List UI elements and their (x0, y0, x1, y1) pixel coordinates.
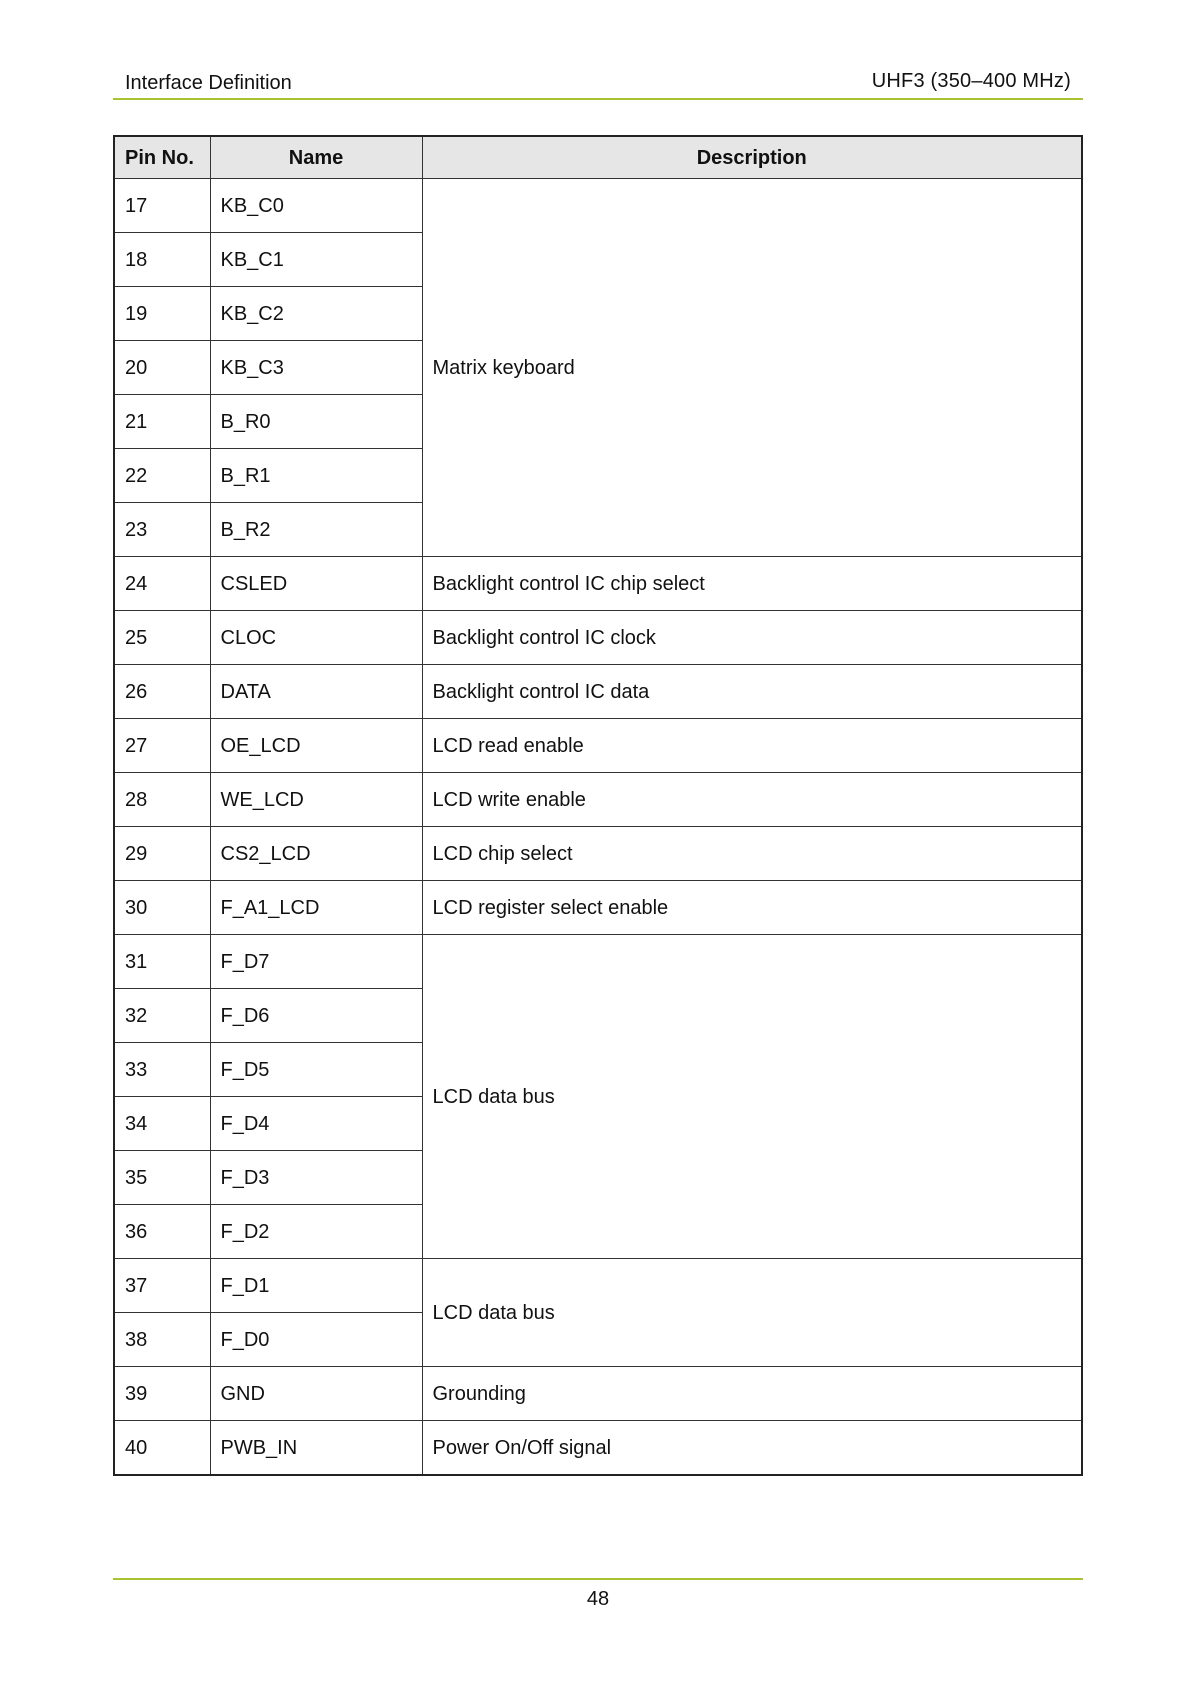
page-footer (113, 1578, 1083, 1610)
pin-number-cell: 23 (114, 503, 210, 557)
pin-description-cell: Backlight control IC data (422, 665, 1082, 719)
document-title: UHF3 (350–400 MHz) (871, 70, 1071, 92)
table-row (114, 935, 1082, 989)
pin-definition-table (113, 135, 1083, 1476)
pin-number-cell: 27 (114, 719, 210, 773)
pin-number-cell: 34 (114, 1097, 210, 1151)
pin-name-cell: WE_LCD (210, 773, 422, 827)
pin-name-cell: KB_C1 (210, 233, 422, 287)
table-row (114, 1259, 1082, 1313)
table-row (114, 179, 1082, 233)
pin-name-cell: F_D4 (210, 1097, 422, 1151)
pin-name-cell: OE_LCD (210, 719, 422, 773)
pin-name-cell: CSLED (210, 557, 422, 611)
pin-number-cell: 21 (114, 395, 210, 449)
pin-description-cell: Power On/Off signal (422, 1421, 1082, 1476)
pin-name-cell: F_D2 (210, 1205, 422, 1259)
pin-name-cell: KB_C0 (210, 179, 422, 233)
table-row (114, 827, 1082, 881)
pin-name-cell: F_D5 (210, 1043, 422, 1097)
pin-name-cell: KB_C2 (210, 287, 422, 341)
pin-number-cell: 36 (114, 1205, 210, 1259)
pin-description-cell: LCD write enable (422, 773, 1082, 827)
pin-name-cell: CLOC (210, 611, 422, 665)
pin-number-cell: 24 (114, 557, 210, 611)
pin-description-cell: LCD chip select (422, 827, 1082, 881)
table-row (114, 1367, 1082, 1421)
page-number: 48 (586, 1588, 610, 1610)
pin-name-cell: F_D3 (210, 1151, 422, 1205)
header-name: Name (210, 136, 422, 179)
pin-name-cell: F_D1 (210, 1259, 422, 1313)
section-title: Interface Definition (125, 72, 292, 94)
table-row (114, 719, 1082, 773)
table-row (114, 665, 1082, 719)
pin-description-cell: LCD data bus (422, 935, 1082, 1259)
pin-name-cell: B_R0 (210, 395, 422, 449)
table-row (114, 1421, 1082, 1476)
pin-number-cell: 19 (114, 287, 210, 341)
pin-description-cell: Grounding (422, 1367, 1082, 1421)
pin-name-cell: CS2_LCD (210, 827, 422, 881)
pin-number-cell: 28 (114, 773, 210, 827)
pin-number-cell: 17 (114, 179, 210, 233)
table-row (114, 773, 1082, 827)
pin-number-cell: 25 (114, 611, 210, 665)
table-row (114, 611, 1082, 665)
pin-description-cell: LCD register select enable (422, 881, 1082, 935)
pin-name-cell: B_R2 (210, 503, 422, 557)
pin-number-cell: 30 (114, 881, 210, 935)
pin-name-cell: F_D0 (210, 1313, 422, 1367)
pin-description-cell: Matrix keyboard (422, 179, 1082, 557)
table-header-row (114, 136, 1082, 179)
pin-number-cell: 32 (114, 989, 210, 1043)
pin-name-cell: DATA (210, 665, 422, 719)
pin-name-cell: B_R1 (210, 449, 422, 503)
header-pin-no: Pin No. (114, 136, 210, 179)
pin-number-cell: 20 (114, 341, 210, 395)
pin-name-cell: PWB_IN (210, 1421, 422, 1476)
pin-description-cell: Backlight control IC chip select (422, 557, 1082, 611)
pin-description-cell: LCD data bus (422, 1259, 1082, 1367)
page-header (113, 60, 1083, 100)
pin-number-cell: 38 (114, 1313, 210, 1367)
pin-name-cell: F_D7 (210, 935, 422, 989)
table-body (114, 179, 1082, 1476)
pin-name-cell: KB_C3 (210, 341, 422, 395)
pin-number-cell: 40 (114, 1421, 210, 1476)
pin-number-cell: 31 (114, 935, 210, 989)
pin-number-cell: 22 (114, 449, 210, 503)
pin-name-cell: F_D6 (210, 989, 422, 1043)
pin-number-cell: 29 (114, 827, 210, 881)
header-description: Description (422, 136, 1082, 179)
table-row (114, 881, 1082, 935)
pin-number-cell: 33 (114, 1043, 210, 1097)
pin-description-cell: Backlight control IC clock (422, 611, 1082, 665)
pin-description-cell: LCD read enable (422, 719, 1082, 773)
pin-number-cell: 37 (114, 1259, 210, 1313)
pin-name-cell: GND (210, 1367, 422, 1421)
pin-name-cell: F_A1_LCD (210, 881, 422, 935)
pin-number-cell: 18 (114, 233, 210, 287)
pin-number-cell: 39 (114, 1367, 210, 1421)
pin-number-cell: 26 (114, 665, 210, 719)
table-row (114, 557, 1082, 611)
pin-number-cell: 35 (114, 1151, 210, 1205)
